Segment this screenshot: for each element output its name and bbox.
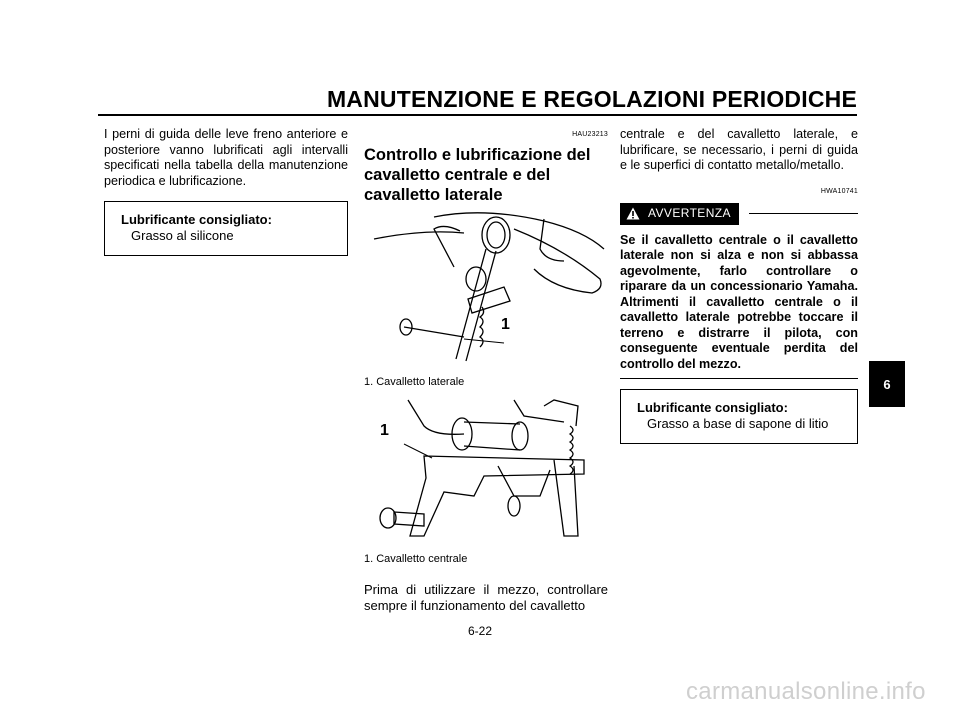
column-right — [620, 127, 858, 444]
lubricant-box-lithium — [620, 389, 858, 444]
lubricant-box-value: Grasso al silicone — [131, 227, 234, 243]
warning-bottom-rule — [620, 378, 858, 379]
lubricant-box-title: Lubrificante consigliato: — [637, 400, 788, 415]
lubricant-box-value: Grasso a base di sapone di litio — [647, 415, 829, 431]
warning-label: AVVERTENZA — [648, 206, 731, 220]
chapter-tab: 6 — [869, 361, 905, 407]
figure1-callout: 1 — [501, 316, 510, 333]
figure2-callout: 1 — [380, 422, 389, 439]
stand-lubrication-paragraph: centrale e del cavalletto laterale, e lubrificare, se necessario, i perni di guida e le superfici di contatto metallo/metallo. — [620, 127, 858, 172]
warning-header — [620, 203, 858, 225]
lubricant-box-title: Lubrificante consigliato: — [121, 212, 272, 227]
warning-text: Se il cavalletto centrale o il cavalletto laterale non si alza e non si abbassa agevolmente, farlo controllare o riparare da un concessionario Yamaha. Altrimenti il cavalletto centrale o il cavalletto laterale potrebbe toccare il terreno e distrarre il pilota, con conseguente eventuale perdita del controllo del mezzo. — [620, 232, 858, 371]
warning-header-rule — [749, 213, 858, 214]
warning-triangle-icon — [626, 207, 640, 220]
centerstand-illustration — [364, 396, 608, 546]
figure2-caption: 1. Cavalletto centrale — [364, 553, 468, 565]
stand-check-paragraph: Prima di utilizzare il mezzo, controllare sempre il funzionamento del cavalletto — [364, 581, 608, 613]
sidestand-illustration — [364, 209, 608, 369]
page-title: MANUTENZIONE E REGOLAZIONI PERIODICHE — [326, 86, 857, 112]
page-number: 6-22 — [467, 624, 493, 638]
lubricant-box-silicone — [104, 201, 348, 256]
warning-badge — [620, 203, 739, 225]
section-code: HAU23213 — [572, 131, 608, 138]
column-left — [104, 127, 348, 256]
brake-lever-paragraph: I perni di guida delle leve freno anteriore e posteriore vanno lubrificati agli intervalli specificati nella tabella della manutenzione periodica e lubrificazione. — [104, 127, 348, 188]
section-heading: Controllo e lubrificazione del cavalletto centrale e del cavalletto laterale — [364, 145, 591, 204]
watermark: carmanualsonline.info — [686, 678, 926, 705]
warning-code: HWA10741 — [820, 187, 858, 195]
figure1-caption: 1. Cavalletto laterale — [364, 375, 465, 388]
title-rule — [98, 114, 857, 116]
column-middle — [364, 127, 608, 614]
